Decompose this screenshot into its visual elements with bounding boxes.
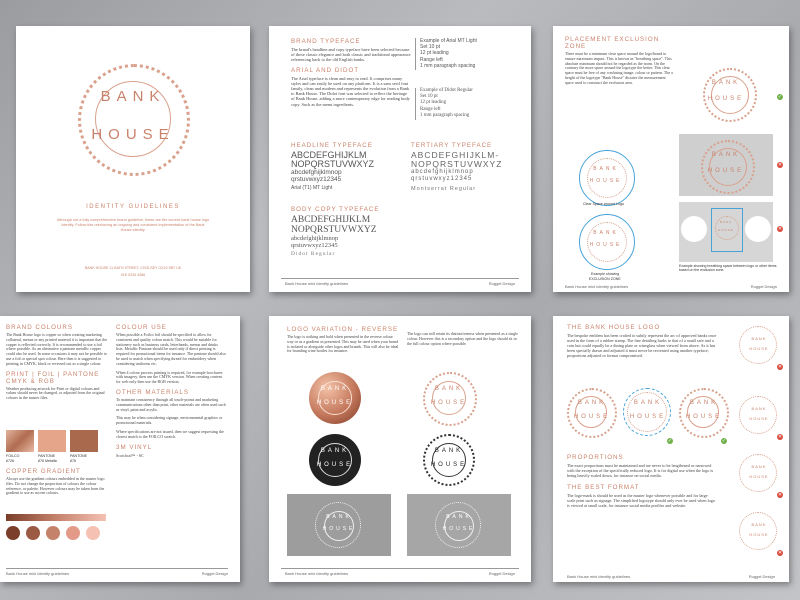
other-materials-heading: OTHER MATERIALS — [116, 388, 189, 396]
logo-copper-gradient: BANK HOUSE — [309, 372, 361, 424]
gradient-dot — [46, 526, 60, 540]
headline-sample-line: qrstuvwxyz12345 — [291, 176, 342, 183]
other-materials-text-2: This may be when considering signage, environmental graphics or promotional materials. — [116, 415, 223, 426]
footer-rule — [6, 568, 228, 569]
tertiary-font-name: Montserrat Regular — [411, 186, 477, 192]
logo-grey-bg: BANK HOUSE — [679, 134, 773, 196]
logo-on-grey-right: BANK HOUSE — [407, 494, 511, 556]
colour-use-text-2: When 4 colour process printing is required, for example brochures with imagery, then use the CMYK version. When creating content for web only then use the RGB version. — [116, 369, 223, 385]
arial-example — [415, 38, 530, 70]
approved-icon: ✓ — [777, 94, 783, 100]
approved-icon: ✓ — [721, 438, 727, 444]
not-approved-icon: ✕ — [777, 492, 783, 498]
logo-text-bottom: HOUSE — [91, 126, 175, 143]
brand-colours-text: The Bank House logo is copper so when creating marketing collateral, menus or any printed material it is important that the copper is reflected correctly. It is recommended to use a foil where possible. As an alternative a pantone metallic copper could also be used. In some occasions it may not be possible to use a foil or special spot colour. Here then it is suggested to printing in CMYK, black or reversed out as a single colour. — [6, 332, 108, 366]
caption-exclusion-zone: EXCLUSION ZONE — [589, 277, 621, 281]
exclusion-heading: PLACEMENT EXCLUSION ZONE — [565, 36, 660, 50]
cover-address: BANK HOUSE 11 BATH STREET, CHOLSEY OX10 9BT UK — [84, 266, 182, 270]
cmyk-heading: CMYK & RGB — [6, 377, 55, 385]
colour-use-text: When possible a Foilco foil should be specified to allow for consistent and quality colour match. This would be suitable for stationery such as business cards, letterheads, menus and drinks lists. Metallic Pantone should be used only if direct printing is required for promotional items for instance. The pantone should also be used to match when specifying thread for embroidery when considering uniforms etc. — [116, 332, 226, 366]
footer-rule — [281, 278, 519, 279]
footer-left: Bank House mini identity guidelines — [567, 574, 631, 579]
gradient-dot — [26, 526, 40, 540]
logo-example-3: BANK HOUSE — [679, 388, 731, 440]
logo-outline-copper: BANK HOUSE — [423, 372, 475, 424]
brand-colours-heading: BRAND COLOURS — [6, 324, 73, 331]
swatch-label: 876 — [70, 459, 76, 463]
logo-misuse-2: BANK HOUSE — [739, 396, 781, 438]
gradient-dot — [86, 526, 100, 540]
body-typeface-heading: BODY COPY TYPEFACE — [291, 206, 380, 213]
brand-typeface-heading: BRAND TYPEFACE — [291, 38, 361, 45]
gradient-dot — [66, 526, 80, 540]
page-exclusion-zone — [553, 26, 789, 292]
logo-example-2: BANK HOUSE — [623, 388, 675, 440]
caption-clear-space: Clear Space around Logo — [583, 202, 624, 206]
arial-example-line: Example of Arial MT Light — [420, 38, 477, 44]
swatch-foilco — [6, 430, 34, 452]
didot-example-line: Set 10 pt — [420, 94, 438, 100]
logo-emblem — [78, 64, 188, 174]
print-heading: PRINT | FOIL | PANTONE — [6, 370, 100, 378]
logo-black-reverse: BANK HOUSE — [309, 434, 361, 486]
gradient-heading: COPPER GRADIENT — [6, 468, 81, 475]
logo-heading: THE BANK HOUSE LOGO — [567, 324, 661, 331]
caption-exclusion: Example showing — [591, 272, 620, 276]
swatch-pantone-metallic — [38, 430, 66, 452]
swatch-label: 6726 — [6, 459, 14, 463]
arial-example-line: Set 10 pt — [420, 44, 441, 51]
body-sample-line: ABCDEFGHIJKLM — [291, 215, 371, 225]
page-typeface — [269, 26, 531, 292]
not-approved-icon: ✕ — [777, 550, 783, 556]
footer-left: Bank House mini identity guidelines — [285, 281, 349, 286]
body-font-name: Didot Regular — [291, 251, 336, 257]
cover-phone: 01E 0234 4366 — [120, 273, 146, 277]
best-format-heading: THE BEST FORMAT — [567, 484, 640, 491]
tertiary-sample-line: NOPQRSTUVWXYZ — [411, 159, 503, 169]
headline-typeface-heading: HEADLINE TYPEFACE — [291, 142, 373, 149]
not-approved-icon: ✕ — [777, 162, 783, 168]
arial-example-line: 1 mm paragraph spacing — [420, 62, 476, 69]
colour-use-heading: COLOUR USE — [116, 324, 167, 331]
footer-right: Ruggel Design — [488, 281, 515, 286]
arial-didot-heading: ARIAL AND DIDOT — [291, 66, 360, 74]
logo-misuse-3: BANK HOUSE — [739, 454, 781, 496]
logo-misuse-4: BANK HOUSE — [739, 512, 781, 554]
body-sample-line: abcdefghijklmnop — [291, 235, 339, 242]
page-brand-colours — [0, 316, 240, 582]
page-cover — [16, 26, 250, 292]
reverse-text: The logo is striking and bold when presented in the reverse colour way or as a gradient as presented. This may be used when your brand is isolated or alongside other logos and brands. This will also be ideal for branding wine bottles for instance. — [287, 334, 399, 354]
vinyl-text: Scotchcal™ - SC — [116, 452, 144, 458]
didot-example — [415, 88, 530, 120]
page-logo-proportions — [553, 316, 789, 582]
headline-sample-line: ABCDEFGHIJKLM — [291, 150, 367, 160]
didot-example-line: 12 pt leading — [420, 100, 447, 106]
exclusion-text: There must be a minimum clear space around the logo/brand to ensure maximum impact. This is known as "breathing space". This absolute minimum should not be regarded as the norm. On the contrary the more space around the logotype the better. This clear space must be free of any confusing image, colour or pattern. The x height of the logotype "Bank House" dictates the measurement space used to construct the exclusion area. — [565, 51, 674, 85]
logo-example-1: BANK HOUSE — [567, 388, 619, 440]
tertiary-sample-line: ABCDEFGHIJKLM- — [411, 150, 500, 160]
didot-example-line: 1 mm paragraph spacing — [420, 112, 470, 118]
cover-intro: Although not a fully comprehensive brand guideline, these are the current bank house logo identity. Follow this reinforcing an ongoing and consistent implementation of the Bank House identity. — [56, 218, 210, 232]
headline-sample-line: abcdefghijklmnop — [291, 169, 342, 176]
footer-left: Bank House mini identity guidelines — [285, 571, 349, 576]
arial-example-line: 12 pt leading — [420, 50, 449, 57]
logo-spacing-example: BANK HOUSE — [679, 202, 773, 262]
logo-on-grey-left: BANK HOUSE — [287, 494, 391, 556]
didot-example-line: Range left — [420, 106, 441, 112]
footer-right: Ruggel Design — [750, 284, 777, 289]
gradient-bar — [6, 514, 106, 521]
page-logo-reverse — [269, 316, 531, 582]
logo-text: The bespoke emblem has been crafted to subtly represent the arc of approved banks once used in the form of a rubber stamp. The fine detailing harks to that of a small safe and a coin but could equally be a dining plate or wineglass when viewed from above. As it has been specially drawn and adjusted it must never be recreated using another typeface, proportions adjusted or format compromised. — [567, 333, 717, 358]
brand-typeface-text: The brand's headline and copy typeface have been selected because of these classic elegance and both classic and traditional appearance referencing back to the old English banks. — [291, 47, 411, 63]
footer-rule — [281, 568, 519, 569]
didot-example-line: Example of Didot Regular — [420, 88, 473, 93]
swatch-label: FOILCO — [6, 454, 20, 458]
logo-white-bg: BANK HOUSE — [679, 58, 773, 130]
other-materials-text-3: Where specifications are not issued, then we suggest requesting the closest match to the FOILCO swatch. — [116, 428, 224, 439]
arial-example-line: Range left — [420, 56, 443, 63]
proportions-text: The exact proportions must be maintained and are never to be lengthened or narrowed with the exception of the specifically reduced logo. It is for digital use when the logo is being heavily scaled down, for instance on social media. — [567, 463, 714, 478]
arial-didot-text: The Arial typeface is clean and easy to read. It comprises many styles and can easily be used on any platform. It is a sans serif font family, clean and modern and represents the evolution from a Bank to Bank House. The Didot font was selected to reflect the heritage of Bank House, adding a more contemporary edge for reading body copy. Such as the menu ingredients. — [291, 75, 410, 107]
best-format-text: The logo-mark is should be used as the master logo whenever possible and for large scale print such as signage. The simplified logotype should only ever be used when logo is viewed at small scale, for instance social media profiles and website. — [567, 493, 715, 508]
tertiary-sample-line: abcdefghijklmnop — [411, 169, 474, 175]
cmyk-text: Weather producing artwork for Print or digital colours and values should never be changed, or adjusted from the original colours in the master files. — [6, 385, 105, 401]
reverse-heading: LOGO VARIATION - REVERSE — [287, 326, 399, 333]
logo-misuse-1: BANK HOUSE — [739, 326, 781, 368]
vinyl-heading: 3M VINYL — [116, 443, 153, 451]
footer-left: Bank House mini identity guidelines — [565, 284, 629, 289]
gradient-text: Always use the gradient colours embedded in the master logo files. Do not change the proportion of colours the colour reference, or palette. However colours may be taken from the gradient to use as accent colours. — [6, 476, 105, 496]
logo-text-top: BANK — [100, 88, 166, 105]
approved-icon: ✓ — [667, 438, 673, 444]
cover-title: IDENTITY GUIDELINES — [86, 204, 180, 210]
swatch-label: 876 Metallic — [38, 459, 58, 463]
logo-clear-space: BANK HOUSE — [579, 150, 645, 210]
swatch-label: PANTONE — [70, 454, 88, 458]
swatch-label: PANTONE — [38, 454, 56, 458]
footer-left: Bank House mini identity guidelines — [6, 571, 70, 576]
body-sample-line: NOPQRSTUVWXYZ — [291, 225, 377, 235]
gradient-dot — [6, 526, 20, 540]
tertiary-sample-line: qrstuvwxyz12345 — [411, 176, 473, 182]
not-approved-icon: ✕ — [777, 434, 783, 440]
caption-spacing: Example showing breathing space between logo or other items based on the exclusion zone. — [679, 264, 777, 273]
headline-sample-line: NOPQRSTUVWXYZ — [291, 159, 375, 169]
logo-outline-black: BANK HOUSE — [423, 434, 475, 486]
not-approved-icon: ✕ — [777, 364, 783, 370]
headline-font-name: Arial (T1) MT Light — [291, 185, 333, 191]
single-colour-text: The logo can still retain its distinctiveness when presented as a single colour. However this is a secondary option and the logo should sit in the full colour option where possible. — [407, 331, 518, 346]
logo-exclusion-example: BANK HOUSE — [579, 214, 645, 274]
swatch-pantone — [70, 430, 98, 452]
footer-right: Ruggel Design — [201, 571, 228, 576]
tertiary-typeface-heading: TERTIARY TYPEFACE — [411, 142, 493, 149]
proportions-heading: PROPORTIONS — [567, 454, 624, 461]
footer-right: Ruggel Design — [488, 571, 515, 576]
body-sample-line: qrstuvwxyz12345 — [291, 242, 338, 249]
not-approved-icon: ✕ — [777, 226, 783, 232]
other-materials-text: To maintain consistency through all touch-points and marketing communications other than print, other materials are often used such as vinyl, paint and acrylic. — [116, 396, 226, 412]
footer-right: Ruggel Design — [748, 574, 775, 579]
